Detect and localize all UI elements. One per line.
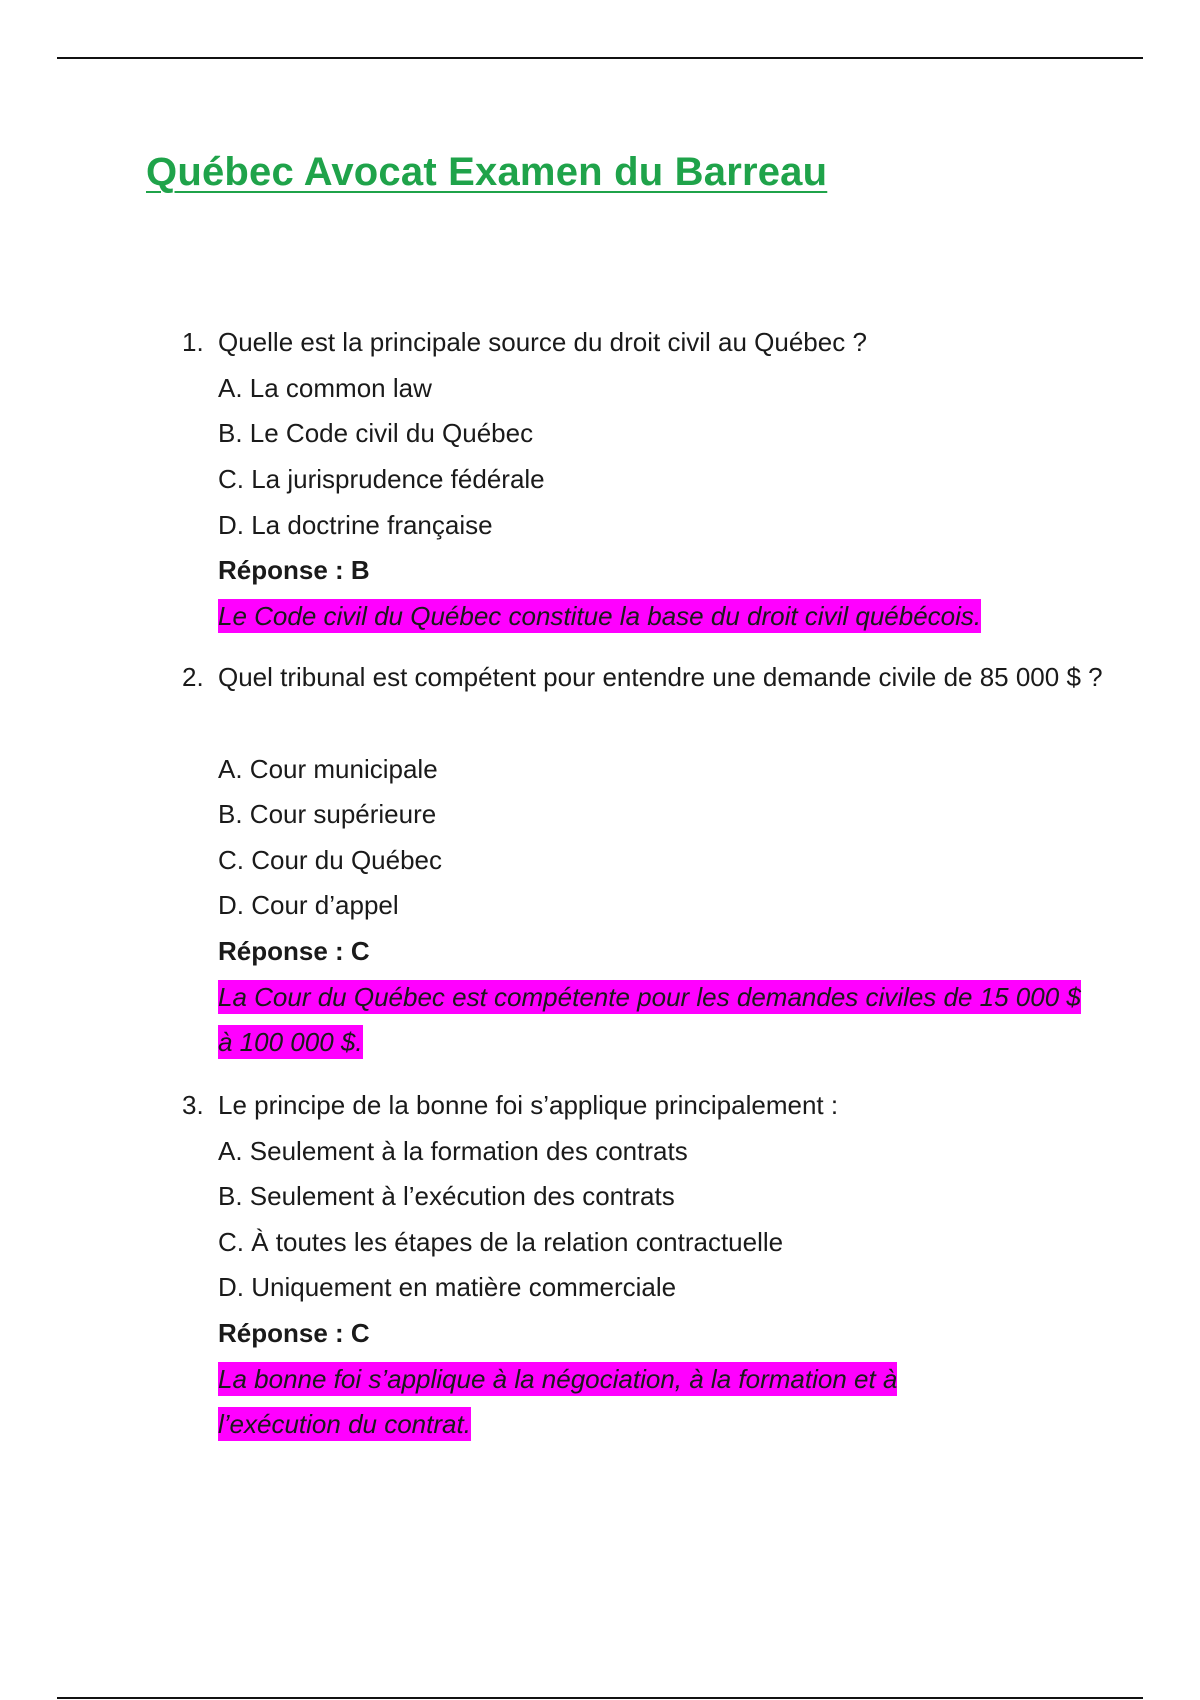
explanation xyxy=(218,594,1098,639)
option-c: C. La jurisprudence fédérale xyxy=(218,464,545,494)
question-text: Le principe de la bonne foi s’applique principalement : xyxy=(218,1090,839,1120)
option-b: B. Le Code civil du Québec xyxy=(218,418,534,448)
answer-label: Réponse : C xyxy=(218,936,370,966)
explanation xyxy=(218,975,1098,1065)
explanation xyxy=(218,1357,1008,1447)
option-c: C. À toutes les étapes de la relation contractuelle xyxy=(218,1227,784,1257)
option-d: D. La doctrine française xyxy=(218,510,493,540)
explanation-highlight: La Cour du Québec est compétente pour les demandes civiles de 15 000 $ à 100 000 $. xyxy=(218,982,1081,1057)
answer-label: Réponse : C xyxy=(218,1318,370,1348)
bottom-rule xyxy=(57,1697,1143,1699)
option-d: D. Uniquement en matière commerciale xyxy=(218,1272,677,1302)
question-number: 1. xyxy=(182,327,204,357)
option-b: B. Seulement à l’exécution des contrats xyxy=(218,1181,675,1211)
top-rule xyxy=(57,57,1143,59)
explanation-highlight: La bonne foi s’applique à la négociation, à la formation et à l’exécution du contrat. xyxy=(218,1364,898,1439)
option-c: C. Cour du Québec xyxy=(218,845,443,875)
question-number: 2. xyxy=(182,662,204,692)
option-a: A. La common law xyxy=(218,373,432,403)
answer-label: Réponse : B xyxy=(218,555,370,585)
question-number: 3. xyxy=(182,1090,204,1120)
explanation-highlight: Le Code civil du Québec constitue la base du droit civil québécois. xyxy=(218,601,982,631)
page-title: Québec Avocat Examen du Barreau xyxy=(146,150,828,194)
question-text: Quel tribunal est compétent pour entendre une demande civile de 85 000 $ ? xyxy=(218,662,1103,692)
option-a: A. Cour municipale xyxy=(218,754,438,784)
option-b: B. Cour supérieure xyxy=(218,799,437,829)
question-text: Quelle est la principale source du droit civil au Québec ? xyxy=(218,327,867,357)
option-a: A. Seulement à la formation des contrats xyxy=(218,1136,688,1166)
option-d: D. Cour d’appel xyxy=(218,890,399,920)
